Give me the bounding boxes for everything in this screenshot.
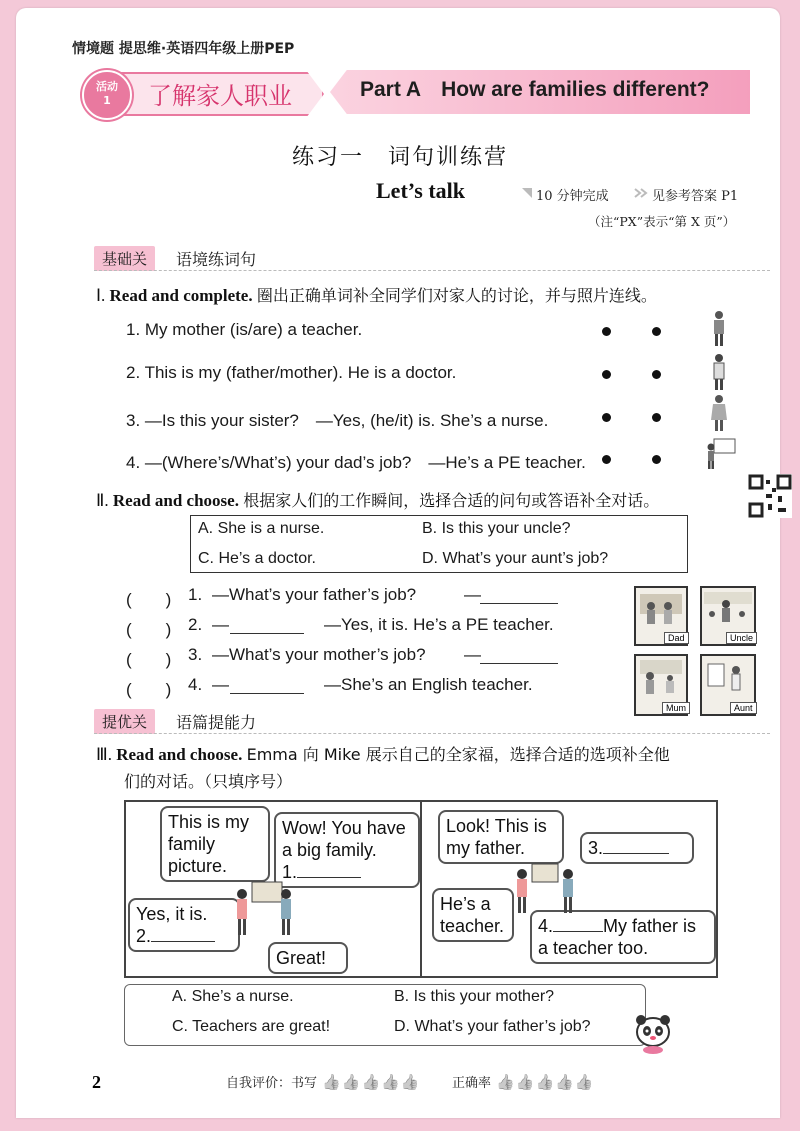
blank-number: 3. xyxy=(588,838,604,858)
thumbs-writing xyxy=(321,1073,420,1091)
option-c: C. He’s a doctor. xyxy=(198,550,316,567)
answer-blank[interactable] xyxy=(480,663,558,664)
q2-item-number: 2. xyxy=(188,615,203,634)
photo-label-dad: Dad xyxy=(664,632,689,644)
accuracy-label: 正确率 xyxy=(452,1076,492,1091)
photo-mum-scene xyxy=(636,656,686,698)
thumbs-up-icon[interactable]: 👍 xyxy=(574,1073,594,1091)
comic-panel-divider xyxy=(420,800,422,976)
question-2-heading xyxy=(96,488,659,511)
kids-with-family-picture xyxy=(226,880,298,944)
thumbs-up-icon[interactable]: 👍 xyxy=(555,1073,574,1091)
answer-blank-1[interactable] xyxy=(297,877,361,878)
q1-item: 1. My mother (is/are) a teacher. xyxy=(126,320,363,339)
speech-bubble-emma-2 xyxy=(128,898,240,952)
section-label-basic: 语境练词句 xyxy=(176,250,257,269)
activity-badge-text: 活动 xyxy=(96,80,118,93)
answer-blank[interactable] xyxy=(230,633,304,634)
q2-item-left: —What’s your mother’s job? xyxy=(212,645,426,664)
divider xyxy=(94,270,770,271)
option-d: D. What’s your aunt’s job? xyxy=(422,550,609,567)
kids-looking-at-photo xyxy=(510,862,582,918)
photo-uncle-scene xyxy=(702,588,754,628)
option-b: B. Is this your uncle? xyxy=(422,520,571,537)
section-tag-advanced: 提优关 xyxy=(94,709,155,734)
thumbs-up-icon[interactable]: 👍 xyxy=(400,1073,420,1091)
speech-bubble-mike-3 xyxy=(580,832,694,864)
photo-dad-at-work xyxy=(634,586,688,646)
speech-bubble-mike-2: Great! xyxy=(268,942,348,974)
match-dot-left[interactable] xyxy=(602,327,611,336)
q2-answer-paren[interactable]: ( ) xyxy=(126,680,172,699)
q2-item-number: 3. xyxy=(188,645,203,664)
question-1-title: Read and complete. xyxy=(109,286,253,305)
photo-pe-teacher xyxy=(704,438,736,470)
question-1-instruction: 圈出正确单词补全同学们对家人的讨论，并与照片连线。 xyxy=(256,286,657,305)
book-title: 情境题 提思维·英语四年级上册PEP xyxy=(72,41,295,57)
answer-blank-2[interactable] xyxy=(151,941,215,942)
part-heading xyxy=(360,78,709,102)
q2-item-right: —She’s an English teacher. xyxy=(324,675,533,694)
q2-item-left: — xyxy=(212,675,229,694)
q1-item: 2. This is my (father/mother). He is a doctor. xyxy=(126,363,457,382)
match-dot-right[interactable] xyxy=(652,413,661,422)
part-question: How are families different? xyxy=(441,78,710,101)
speech-bubble-emma-2-text: Yes, it is. xyxy=(136,904,208,924)
photo-nurse-woman xyxy=(708,394,730,432)
q2-answer-paren[interactable]: ( ) xyxy=(126,650,172,669)
q2-item-left: —What’s your father’s job? xyxy=(212,585,417,604)
thumbs-up-icon[interactable]: 👍 xyxy=(381,1073,400,1091)
answer-blank-3[interactable] xyxy=(603,853,669,854)
question-3-title: Read and choose. xyxy=(116,745,243,764)
self-eval-label: 自我评价：书写 xyxy=(226,1076,318,1091)
photo-dad-scene xyxy=(636,588,686,628)
question-2-number: Ⅱ. xyxy=(96,491,109,510)
photo-label-uncle: Uncle xyxy=(726,632,757,644)
speech-bubble-mike-text: Wow! You have a big family. xyxy=(282,818,406,860)
activity-badge xyxy=(82,70,132,120)
speech-bubble-emma: This is my family picture. xyxy=(160,806,270,882)
question-3-instruction-cont: 们的对话。（只填序号） xyxy=(124,772,293,791)
photo-aunt-scene xyxy=(702,656,754,698)
thumbs-up-icon[interactable]: 👍 xyxy=(496,1073,515,1091)
thumbs-up-icon[interactable]: 👍 xyxy=(361,1073,381,1091)
page-reference-note: （注“PX”表示“第 X 页”） xyxy=(588,214,736,229)
page-number: 2 xyxy=(92,1072,101,1092)
photo-teacher-woman xyxy=(708,310,730,348)
match-dot-left[interactable] xyxy=(602,455,611,464)
question-1-heading xyxy=(96,283,657,306)
speech-bubble-mike-4 xyxy=(530,910,716,964)
answer-blank[interactable] xyxy=(230,693,304,694)
activity-title: 了解家人职业 xyxy=(148,82,292,110)
blank-number: 2. xyxy=(136,926,152,946)
self-eval-accuracy xyxy=(452,1072,594,1091)
exercise-title: 练习一 词句训练营 xyxy=(291,145,508,170)
clock-icon xyxy=(520,186,534,200)
match-dot-right[interactable] xyxy=(652,327,661,336)
match-dot-right[interactable] xyxy=(652,455,661,464)
question-1-number: Ⅰ. xyxy=(96,286,106,305)
panda-mascot-icon xyxy=(630,1012,676,1054)
q2-item-right: —Yes, it is. He’s a PE teacher. xyxy=(324,615,554,634)
section-tag-basic: 基础关 xyxy=(94,246,155,271)
match-dot-right[interactable] xyxy=(652,370,661,379)
speech-bubble-emma-4: He’s a teacher. xyxy=(432,888,514,942)
thumbs-up-icon[interactable]: 👍 xyxy=(341,1073,361,1091)
thumbs-up-icon[interactable]: 👍 xyxy=(322,1073,341,1091)
question-3-number: Ⅲ. xyxy=(96,745,112,764)
photo-label-aunt: Aunt xyxy=(730,702,757,714)
photo-aunt-at-work xyxy=(700,654,756,716)
divider xyxy=(94,733,770,734)
photo-uncle-at-work xyxy=(700,586,756,646)
q2-item-number: 1. xyxy=(188,585,203,604)
thumbs-up-icon[interactable]: 👍 xyxy=(515,1073,535,1091)
q2-item-left: — xyxy=(212,615,229,634)
thumbs-accuracy xyxy=(495,1073,594,1091)
speech-bubble-mike-4-text: My father is a teacher too. xyxy=(538,916,697,958)
self-eval-writing xyxy=(226,1072,420,1091)
thumbs-up-icon[interactable]: 👍 xyxy=(535,1073,555,1091)
photo-doctor-man xyxy=(708,353,730,391)
question-3-instruction: Emma 向 Mike 展示自己的全家福，选择合适的选项补全他 xyxy=(246,745,670,764)
exercise-subtitle: Let’s talk xyxy=(376,178,466,203)
photo-label-mum: Mum xyxy=(662,702,690,714)
q1-item: 4. —(Where’s/What’s) your dad’s job? —He’s a PE teacher. xyxy=(126,453,586,472)
activity-badge-number: 1 xyxy=(103,94,111,107)
option-a: A. She’s a nurse. xyxy=(172,988,294,1005)
q2-item-number: 4. xyxy=(188,675,203,694)
blank-number: 1. xyxy=(282,862,298,882)
answer-blank-4[interactable] xyxy=(553,931,603,932)
answer-note: 见参考答案 P1 xyxy=(652,189,739,204)
arrow-icon xyxy=(634,186,650,200)
option-c: C. Teachers are great! xyxy=(172,1018,331,1035)
time-note: 10 分钟完成 xyxy=(536,189,609,204)
photo-mum-at-work xyxy=(634,654,688,716)
part-label: Part A xyxy=(360,78,422,101)
section-label-advanced: 语篇提能力 xyxy=(176,713,257,732)
speech-bubble-emma-3: Look! This is my father. xyxy=(438,810,564,864)
question-3-heading xyxy=(96,742,670,765)
option-a: A. She is a nurse. xyxy=(198,520,325,537)
match-dot-left[interactable] xyxy=(602,413,611,422)
question-2-instruction: 根据家人们的工作瞬间，选择合适的问句或答语补全对话。 xyxy=(243,491,660,510)
q2-item-right: — xyxy=(464,645,481,664)
option-d: D. What’s your father’s job? xyxy=(394,1018,591,1035)
option-b: B. Is this your mother? xyxy=(394,988,555,1005)
q2-item-right: — xyxy=(464,585,481,604)
qr-code-icon xyxy=(748,474,792,518)
speech-bubble-mike xyxy=(274,812,420,888)
q2-answer-paren[interactable]: ( ) xyxy=(126,620,172,639)
blank-number: 4. xyxy=(538,916,554,936)
q2-answer-paren[interactable]: ( ) xyxy=(126,590,172,609)
question-2-title: Read and choose. xyxy=(112,491,239,510)
match-dot-left[interactable] xyxy=(602,370,611,379)
answer-blank[interactable] xyxy=(480,603,558,604)
q1-item: 3. —Is this your sister? —Yes, (he/it) is. She’s a nurse. xyxy=(126,411,549,430)
